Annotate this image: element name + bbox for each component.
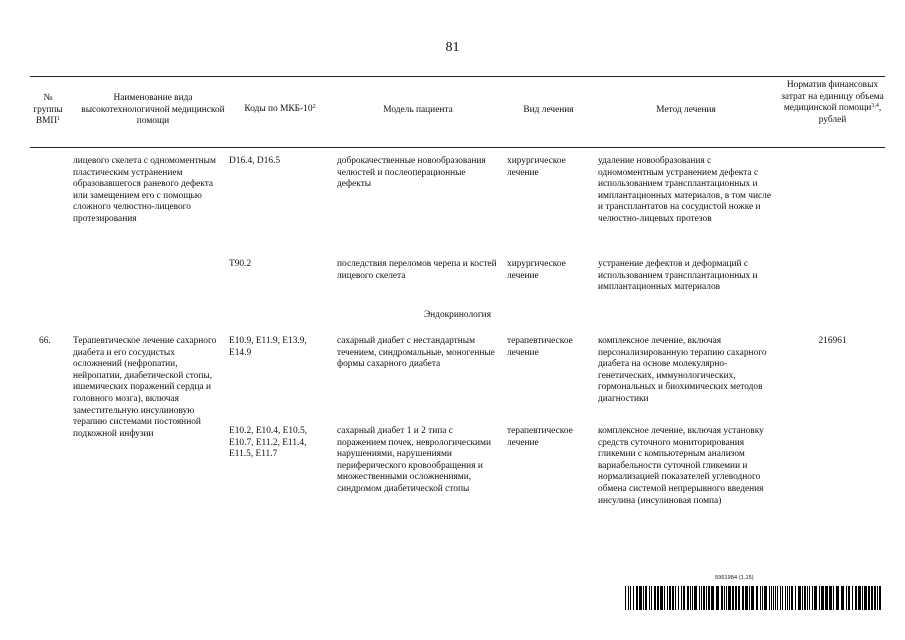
barcode-bar: [762, 586, 763, 610]
barcode-bar: [877, 586, 878, 610]
barcode-bar: [782, 586, 783, 610]
row1-icd-codes: D16.4, D16.5: [229, 156, 281, 166]
header-col-group-number-label: № группы ВМП: [33, 93, 63, 127]
header-col-icd-codes-label: Коды по МКБ-10: [244, 104, 313, 114]
barcode-bar: [706, 586, 707, 610]
barcode-bar: [858, 586, 861, 610]
barcode-bar: [874, 586, 876, 610]
row4-treatment-type: терапевтическое лечение: [507, 426, 573, 448]
barcode-bar: [721, 586, 723, 610]
barcode-bar: [795, 586, 796, 610]
barcode-bar: [660, 586, 663, 610]
barcode-bar: [726, 586, 727, 610]
barcode-bar: [749, 586, 750, 610]
barcode-bar: [771, 586, 772, 610]
barcode-bar: [639, 586, 642, 610]
barcode-bar: [852, 586, 853, 610]
barcode-bar: [628, 586, 629, 610]
barcode-bar: [738, 586, 740, 610]
barcode-bar: [672, 586, 674, 610]
row2-treatment-method: устранение дефектов и деформаций с использованием трансплантационных и имплантационных материалов: [598, 259, 758, 293]
barcode-bar: [879, 586, 881, 610]
barcode-bar: [692, 586, 693, 610]
row3-cost-norm: 216961: [818, 336, 847, 346]
barcode-bar: [675, 586, 676, 610]
row1-treatment-method: удаление новообразования с одномоментным устранением дефекта с использованием трансплантационных и имплантационных материалов, в том числе и трансплантатов на сосудистой ножке и челюстно-лицевых протезов: [598, 156, 772, 224]
barcode-bar: [812, 586, 813, 610]
barcode-bar: [807, 586, 808, 610]
barcode-bar: [703, 586, 705, 610]
barcode-bar: [657, 586, 659, 610]
barcode-bar: [787, 586, 788, 610]
row1-care-type: лицевого скелета с одномоментным пластическим устранением образовавшегося раневого дефекта или замещением его с помощью сложного челюстно-лицевого протезирования: [73, 156, 216, 224]
barcode-caption: 5961984 (1.15): [715, 575, 754, 581]
header-col-cost-norm-unit: , рублей: [818, 103, 882, 125]
barcode: [625, 586, 881, 610]
barcode-bar: [798, 586, 801, 610]
barcode-bar: [728, 586, 731, 610]
barcode-bar: [760, 586, 761, 610]
barcode-bar: [654, 586, 656, 610]
row3-group-number: 66.: [39, 336, 51, 346]
header-col-cost-norm-label: Норматив финансовых затрат на единицу объема медицинской помощи: [781, 80, 884, 114]
barcode-bar: [742, 586, 744, 610]
barcode-bar: [775, 586, 776, 610]
barcode-bar: [804, 586, 806, 610]
barcode-bar: [630, 586, 631, 610]
barcode-bar: [789, 586, 790, 610]
row2-patient-model: последствия переломов черепа и костей лицевого скелета: [337, 259, 497, 281]
row4-treatment-method: комплексное лечение, включая установку средств суточного мониторирования гликемии с компьютерным анализом вариабельности суточной гликемии и нормализацией показателей углеводного обмена системой непрерывного введения инсулина (инсулиновая помпа): [598, 426, 764, 506]
barcode-bar: [777, 586, 778, 610]
header-col-treatment-method: Метод лечения: [656, 105, 716, 115]
barcode-bar: [809, 586, 810, 610]
header-col-care-type: Наименование вида высокотехнологичной медицинской помощи: [81, 93, 225, 127]
barcode-bar: [699, 586, 700, 610]
barcode-bar: [751, 586, 754, 610]
barcode-bar: [841, 586, 844, 610]
row1-treatment-type: хирургическое лечение: [507, 156, 566, 178]
barcode-bar: [819, 586, 820, 610]
row4-icd-codes: E10.2, E10.4, E10.5, E10.7, E11.2, E11.4, E11.5, E11.7: [229, 426, 308, 460]
footnote-marker: 1: [57, 116, 61, 123]
page-number: 81: [445, 40, 460, 55]
row4-patient-model: сахарный диабет 1 и 2 типа с поражением почек, неврологическими нарушениями, нарушениями периферического кровообращения и множественными осложнениями, синдромом диабетической стопы: [337, 426, 491, 494]
row3-treatment-type: терапевтическое лечение: [507, 336, 573, 358]
barcode-bar: [862, 586, 863, 610]
barcode-bar: [735, 586, 737, 610]
barcode-bar: [687, 586, 689, 610]
barcode-bar: [745, 586, 748, 610]
barcode-bar: [633, 586, 634, 610]
barcode-bar: [711, 586, 714, 610]
barcode-bar: [756, 586, 758, 610]
barcode-bar: [701, 586, 702, 610]
row1-patient-model: доброкачественные новообразования челюстей и послеоперационные дефекты: [337, 156, 486, 190]
barcode-bar: [864, 586, 867, 610]
barcode-bar: [780, 586, 781, 610]
row3-patient-model: сахарный диабет с нестандартным течением, синдромальные, моногенные формы сахарного диабета: [337, 336, 495, 370]
barcode-bar: [649, 586, 650, 610]
barcode-bar: [724, 586, 725, 610]
row2-treatment-type: хирургическое лечение: [507, 259, 566, 281]
footnote-marker: 3,4: [871, 103, 879, 110]
barcode-bar: [716, 586, 719, 610]
barcode-bar: [773, 586, 774, 610]
barcode-bar: [645, 586, 647, 610]
barcode-bar: [764, 586, 767, 610]
barcode-bar: [785, 586, 786, 610]
footnote-marker: 2: [312, 104, 316, 110]
barcode-bar: [643, 586, 644, 610]
barcode-bar: [651, 586, 652, 610]
barcode-bar: [667, 586, 668, 610]
barcode-bar: [825, 586, 828, 610]
barcode-bar: [683, 586, 685, 610]
barcode-bar: [829, 586, 832, 610]
barcode-bar: [846, 586, 847, 610]
barcode-bar: [769, 586, 770, 610]
barcode-bar: [848, 586, 850, 610]
row3-icd-codes: E10.9, E11.9, E13.9, E14.9: [229, 336, 307, 358]
row3-care-type: Терапевтическое лечение сахарного диабета и его сосудистых осложнений (нефропатии, нейропатии, диабетической стопы, ишемических поражений сердца и головного мозга), включая заместительную инсулиновую терапию системами постоянной подкожной инфузии: [73, 336, 217, 439]
barcode-bar: [669, 586, 671, 610]
barcode-bar: [868, 586, 870, 610]
header-col-treatment-type: Вид лечения: [523, 105, 574, 115]
header-col-patient-model: Модель пациента: [383, 105, 453, 115]
barcode-bar: [814, 586, 817, 610]
barcode-bar: [855, 586, 857, 610]
barcode-bar: [791, 586, 793, 610]
header-col-icd-codes: [228, 104, 332, 116]
barcode-bar: [871, 586, 873, 610]
header-col-cost-norm: [780, 80, 885, 126]
barcode-bar: [802, 586, 803, 610]
barcode-bar: [690, 586, 691, 610]
row2-icd-codes: T90.2: [229, 259, 252, 269]
barcode-bar: [694, 586, 697, 610]
section-heading-endocrinology: Эндокринология: [423, 310, 492, 320]
barcode-bar: [821, 586, 824, 610]
barcode-bar: [664, 586, 665, 610]
header-bottom-rule: [30, 147, 885, 148]
barcode-bar: [732, 586, 734, 610]
barcode-bar: [625, 586, 626, 610]
barcode-bar: [678, 586, 679, 610]
header-col-group-number: [30, 93, 66, 128]
barcode-bar: [836, 586, 839, 610]
barcode-bar: [636, 586, 638, 610]
row3-treatment-method: комплексное лечение, включая персонализированную терапию сахарного диабета на основе молекулярно-генетических, иммунологических, гормональных и биохимических методов диагностики: [598, 336, 767, 404]
barcode-bar: [708, 586, 710, 610]
barcode-bar: [833, 586, 834, 610]
header-top-rule: [30, 76, 885, 77]
barcode-bar: [681, 586, 682, 610]
